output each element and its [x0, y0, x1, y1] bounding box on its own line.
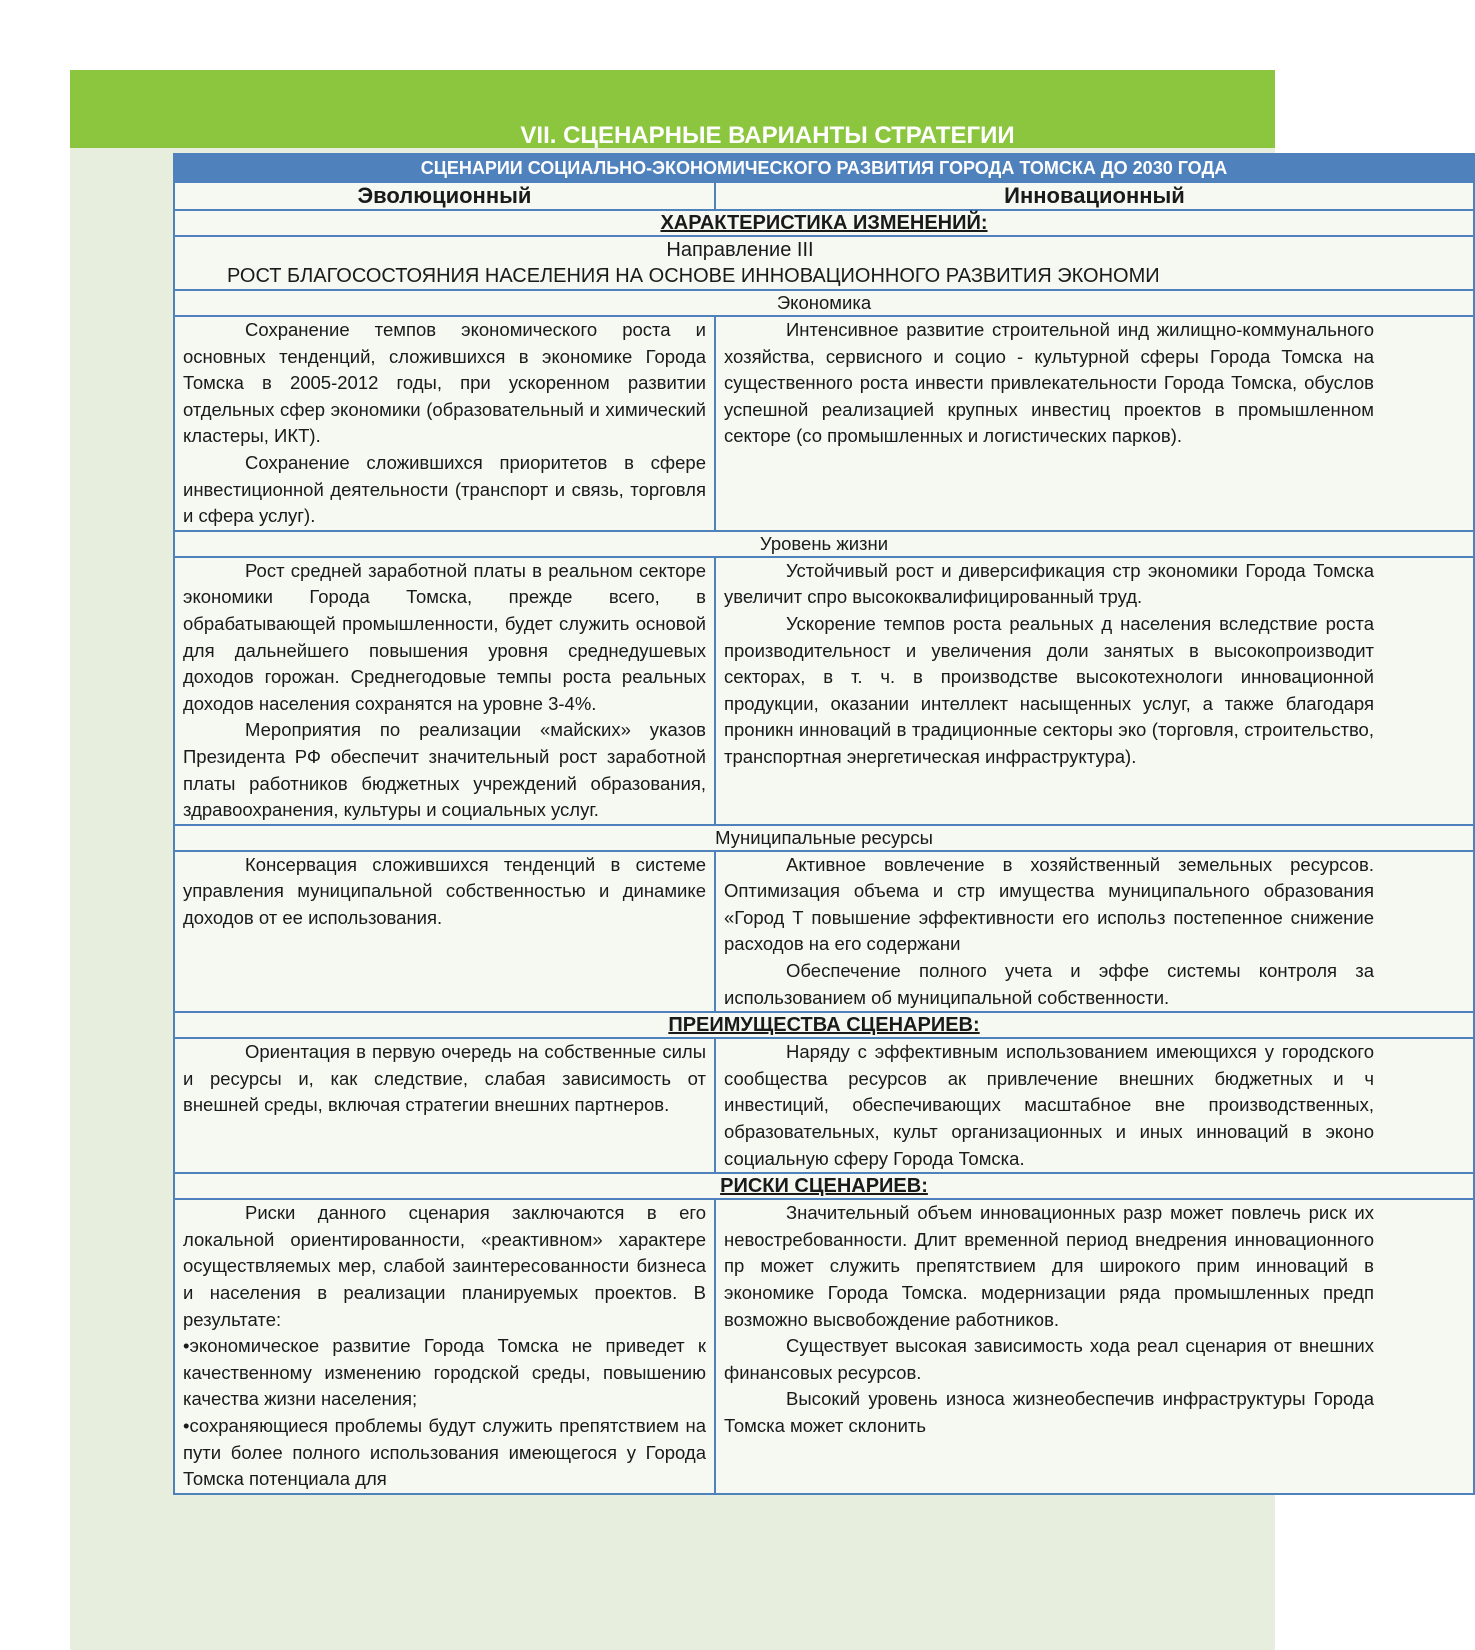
economy-row: [174, 316, 1474, 531]
municipal-row: [174, 851, 1474, 1013]
table-title: СЦЕНАРИИ СОЦИАЛЬНО-ЭКОНОМИЧЕСКОГО РАЗВИТИЯ ГОРОДА ТОМСКА ДО 2030 ГОДА: [174, 154, 1474, 182]
paragraph: Устойчивый рост и диверсификация стр экономики Города Томска увеличит спро высококвалифицированный труд.: [724, 559, 1374, 608]
paragraph: Высокий уровень износа жизнеобеспечив инфраструктуры Города Томска может склонить: [724, 1388, 1374, 1436]
paragraph: Консервация сложившихся тенденций в системе управления муниципальной собственностью и динамике доходов от ее использования.: [183, 853, 706, 928]
paragraph: Сохранение сложившихся приоритетов в сфере инвестиционной деятельности (транспорт и связь, торговля и сфера услуг).: [183, 451, 706, 527]
page-title: VII. СЦЕНАРНЫЕ ВАРИАНТЫ СТРАТЕГИИ: [520, 122, 1015, 149]
section-advantages-row: [174, 1012, 1474, 1038]
section-changes-row: [174, 210, 1474, 236]
advantages-innovative: [715, 1038, 1474, 1173]
subsection-living: Уровень жизни: [174, 531, 1474, 557]
paragraph: Обеспечение полного учета и эффе системы контроля за использованием об муниципальной собственности.: [724, 960, 1374, 1008]
paragraph: Активное вовлечение в хозяйственный земельных ресурсов. Оптимизация объема и стр имущества муниципального образования «Город Т повышение эффективности его использ постепенное снижение расходов на его содержани: [724, 853, 1374, 955]
subsection-economy: Экономика: [174, 290, 1474, 316]
paragraph: Рост средней заработной платы в реальном секторе экономики Города Томска, прежде всего, в обрабатывающей промышленности, будет служить основой для дальнейшего повышения уровня среднедушевых доходов горожан. Среднегодовые темпы роста реальных доходов населения сохранятся на уровне 3-4%.: [183, 559, 706, 714]
left-margin-panel: [70, 148, 174, 1650]
section-risks-row: [174, 1173, 1474, 1199]
paragraph: Значительный объем инновационных разр может повлечь риск их невостребованности. Длит временной период внедрения инновационного пр может служить препятствием для широкого прим инноваций в экономике Города Томска. модернизации ряда промышленных предп возможно высвобождение работников.: [724, 1202, 1374, 1330]
paragraph: Существует высокая зависимость хода реал сценария от внешних финансовых ресурсов.: [724, 1335, 1374, 1383]
risks-evolutionary: [174, 1199, 715, 1494]
direction-title: РОСТ БЛАГОСОСТОЯНИЯ НАСЕЛЕНИЯ НА ОСНОВЕ ИННОВАЦИОННОГО РАЗВИТИЯ ЭКОНОМИ: [227, 265, 1160, 287]
municipal-innovative: [715, 851, 1474, 1013]
subsection-municipal: Муниципальные ресурсы: [174, 825, 1474, 851]
paragraph: Сохранение темпов экономического роста и основных тенденций, сложившихся в экономике Города Томска в 2005-2012 годы, при ускоренном развитии отдельных сфер экономики (образовательный и химический кластеры, ИКТ).: [183, 319, 706, 447]
living-evolutionary: [174, 557, 715, 825]
living-innovative: [715, 557, 1474, 825]
scenario-table: [173, 153, 1475, 1495]
direction-row: [174, 236, 1474, 290]
column-header-evolutionary: Эволюционный: [174, 182, 715, 210]
advantages-row: [174, 1038, 1474, 1173]
section-risks-heading: РИСКИ СЦЕНАРИЕВ:: [174, 1173, 1474, 1199]
section-changes-heading: ХАРАКТЕРИСТИКА ИЗМЕНЕНИЙ:: [174, 210, 1474, 236]
table-title-row: [174, 154, 1474, 182]
paragraph: Мероприятия по реализации «майских» указов Президента РФ обеспечит значительный рост заработной платы работников бюджетных учреждений образования, здравоохранения, культуры и социальных услуг.: [183, 719, 706, 821]
paragraph: Ускорение темпов роста реальных д населения вследствие роста производительност и увеличения доли занятых в высокопроизводит секторах, в т. ч. в производстве высокотехнологи инновационной продукции, оказании интеллект насыщенных услуг, а также благодаря проникн инноваций в традиционные секторы эко (торговля, строительство, транспортная энергетическая инфраструктура).: [724, 612, 1374, 767]
direction-cell: [174, 236, 1474, 290]
paragraph: Интенсивное развитие строительной инд жилищно-коммунального хозяйства, сервисного и социо - культурной сферы Города Томска на существенного роста инвести привлекательности Города Томска, обуслов успешной реализацией крупных инвестиц проектов в промышленном секторе (со промышленных и логистических парков).: [724, 319, 1374, 447]
economy-evolutionary: [174, 316, 715, 531]
paragraph: Риски данного сценария заключаются в его локальной ориентированности, «реактивном» характере осуществляемых мер, слабой заинтересованности бизнеса и населения в реализации планируемых проектов. В результате:: [183, 1202, 706, 1330]
municipal-evolutionary: [174, 851, 715, 1013]
risks-innovative: [715, 1199, 1474, 1494]
economy-innovative: [715, 316, 1474, 531]
column-header-innovative: Инновационный: [715, 182, 1474, 210]
subsection-living-row: [174, 531, 1474, 557]
living-row: [174, 557, 1474, 825]
section-advantages-heading: ПРЕИМУЩЕСТВА СЦЕНАРИЕВ:: [174, 1012, 1474, 1038]
risks-row: [174, 1199, 1474, 1494]
subsection-economy-row: [174, 290, 1474, 316]
column-headers: [174, 182, 1474, 210]
paragraph: Ориентация в первую очередь на собственные силы и ресурсы и, как следствие, слабая зависимость от внешней среды, включая стратегии внешних партнеров.: [183, 1041, 706, 1116]
bullet-item: •сохраняющиеся проблемы будут служить препятствием на пути более полного использования имеющегося у Города Томска потенциала для: [183, 1414, 706, 1490]
advantages-evolutionary: [174, 1038, 715, 1173]
direction-label: Направление III: [666, 239, 814, 261]
subsection-municipal-row: [174, 825, 1474, 851]
bullet-item: •экономическое развитие Города Томска не приведет к качественному изменению городской среды, повышению качества жизни населения;: [183, 1335, 706, 1410]
paragraph: Наряду с эффективным использованием имеющихся у городского сообщества ресурсов ак привлечение внешних бюджетных и ч инвестиций, обеспечивающих масштабное вне производственных, образовательных, культ организационных и иных инноваций в эконо социальную сферу Города Томска.: [724, 1041, 1374, 1169]
